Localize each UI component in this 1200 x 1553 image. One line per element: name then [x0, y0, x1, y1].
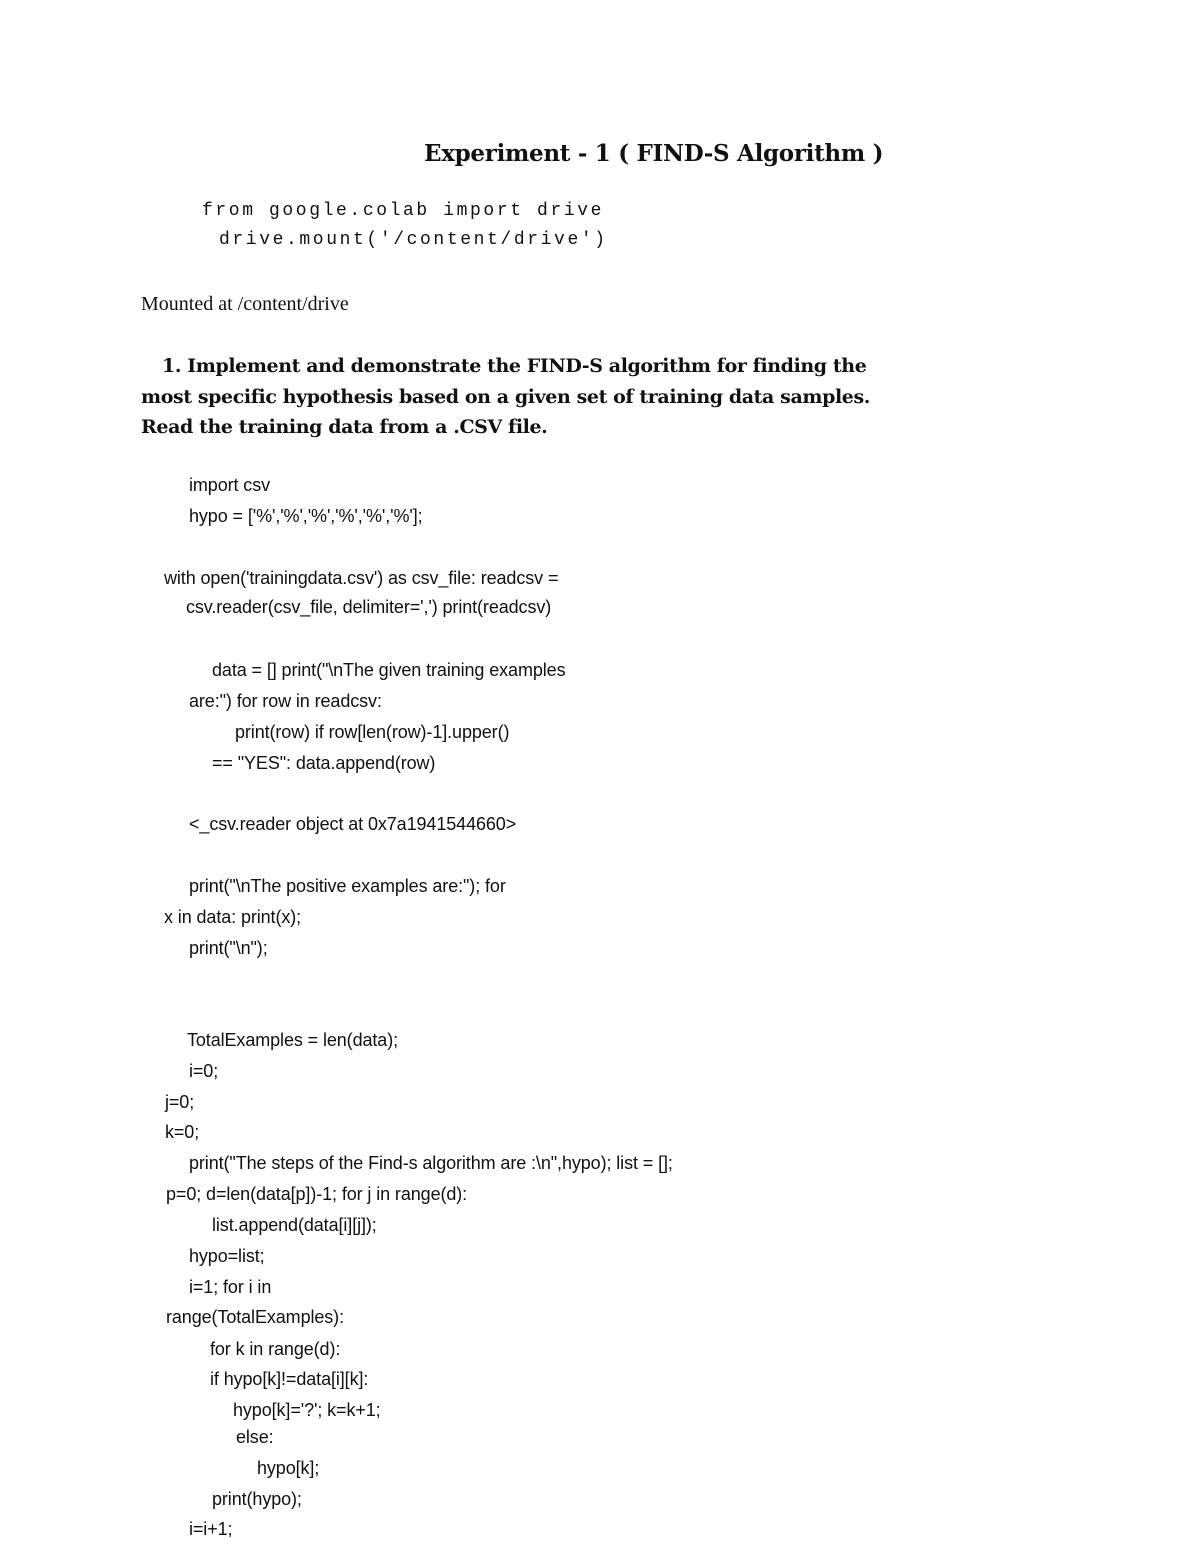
code-line: print(row) if row[len(row)-1].upper()	[235, 722, 510, 742]
code-line: x in data: print(x);	[164, 907, 302, 927]
code-line: from google.colab import drive	[202, 201, 605, 221]
question-line: most specific hypothesis based on a given set of training data samples.	[141, 386, 870, 408]
code-line: print("The steps of the Find-s algorithm are :\n",hypo); list = [];	[189, 1153, 673, 1173]
code-line: hypo=list;	[189, 1246, 265, 1266]
code-line: k=0;	[165, 1122, 200, 1142]
code-line: if hypo[k]!=data[i][k]:	[210, 1369, 369, 1389]
code-line: with open('trainingdata.csv') as csv_file: readcsv =	[164, 568, 559, 588]
mount-output: Mounted at /content/drive	[141, 293, 349, 315]
code-line: print(hypo);	[212, 1489, 302, 1509]
code-line: else:	[236, 1427, 274, 1447]
code-line: i=i+1;	[189, 1519, 233, 1539]
code-line: data = [] print("\nThe given training examples	[212, 660, 566, 680]
code-line: i=1; for i in	[189, 1277, 272, 1297]
question-line: 1. Implement and demonstrate the FIND-S algorithm for finding the	[162, 355, 867, 377]
code-line: print("\nThe positive examples are:"); for	[189, 876, 506, 896]
code-line: csv.reader(csv_file, delimiter=',') print(readcsv)	[186, 597, 552, 617]
code-line: import csv	[189, 475, 271, 495]
code-line: print("\n");	[189, 938, 268, 958]
code-line: for k in range(d):	[210, 1339, 341, 1359]
code-line: == "YES": data.append(row)	[212, 753, 436, 773]
code-line: i=0;	[189, 1061, 219, 1081]
code-line: are:") for row in readcsv:	[189, 691, 382, 711]
code-line: hypo[k]='?'; k=k+1;	[233, 1400, 381, 1420]
code-line: drive.mount('/content/drive')	[219, 230, 608, 250]
code-line: range(TotalExamples):	[166, 1307, 344, 1327]
code-line: list.append(data[i][j]);	[212, 1215, 377, 1235]
code-line: TotalExamples = len(data);	[187, 1030, 399, 1050]
code-line: hypo = ['%','%','%','%','%','%'];	[189, 506, 423, 526]
code-line: hypo[k];	[257, 1458, 320, 1478]
code-line: p=0; d=len(data[p])-1; for j in range(d):	[166, 1184, 468, 1204]
code-line: j=0;	[165, 1092, 195, 1112]
question-line: Read the training data from a .CSV file.	[141, 416, 548, 438]
page-title: Experiment - 1 ( FIND-S Algorithm )	[424, 140, 884, 167]
code-output-line: <_csv.reader object at 0x7a1941544660>	[189, 814, 517, 834]
